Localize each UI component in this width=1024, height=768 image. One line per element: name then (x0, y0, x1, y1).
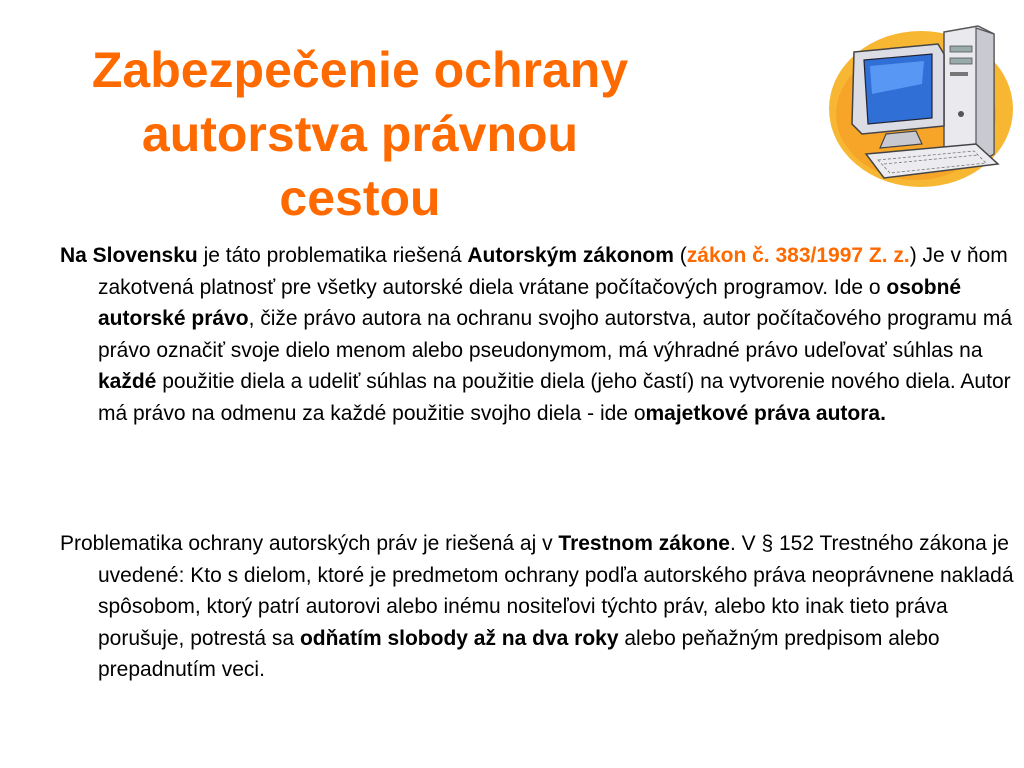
title-line-2: autorstva právnou (141, 106, 579, 162)
text-segment: ) Je v ňom zakotvená platnosť pre všetky autorské diela vrátane počítačových programov. Ide o (98, 244, 1008, 299)
title-line-1: Zabezpečenie ochrany (91, 42, 629, 98)
text-segment: Problematika ochrany autorských práv je riešená aj v (60, 532, 559, 555)
title-line-3: cestou (279, 170, 441, 226)
paragraph-criminal-code (60, 528, 1018, 686)
text-segment: , čiže právo autora na ochranu svojho autorstva, autor počítačového programu má právo označiť svoje dielo menom alebo pseudonymom, má výhradné právo udeľovať súhlas na (98, 307, 1012, 362)
text-segment: každé (98, 370, 157, 393)
slide-title (40, 38, 680, 230)
text-segment: ( (673, 244, 687, 267)
text-segment: alebo peňažným predpisom alebo prepadnutím veci. (98, 626, 940, 681)
text-segment: je táto problematika riešená (197, 244, 468, 267)
law-reference: zákon č. 383/1997 Z. z. (686, 244, 910, 267)
text-segment: Trestnom zákone (558, 532, 730, 555)
paragraph-copyright-act (60, 240, 1018, 429)
text-segment: Autorským zákonom (467, 244, 674, 267)
text-segment: odňatím slobody až na dva roky (299, 626, 619, 650)
text-segment: . V § 152 Trestného zákona je uvedené: Kto s dielom, ktoré je predmetom ochrany podľa autorského práva neoprávnene nakladá spôsobom, ktorý patrí autorovi alebo inému nositeľovi týchto práv, alebo kto inak tieto práva porušuje, potrestá sa (98, 532, 1014, 650)
text-segment: osobné autorské právo (98, 275, 962, 330)
text-segment: majetkové práva autora. (645, 401, 886, 425)
text-segment: použitie diela a udeliť súhlas na použitie diela (jeho častí) na vytvorenie nového diela. Autor má právo na odmenu za každé použitie svojho diela - ide o (98, 370, 1011, 425)
text-segment: Na Slovensku (60, 244, 198, 267)
computer-icon (826, 14, 1016, 194)
